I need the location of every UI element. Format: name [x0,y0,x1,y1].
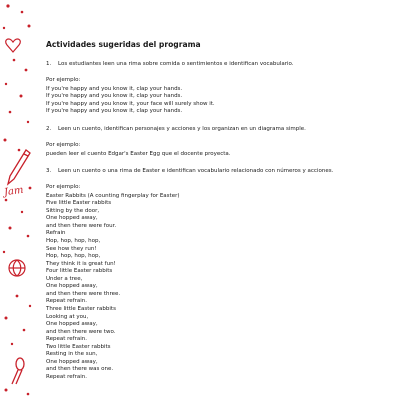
poem-line: Hop, hop, hop, hop, [46,238,101,245]
poem-line: Repeat refrain. [46,373,87,380]
poem-line: Easter Rabbits (A counting fingerplay for Easter) [46,192,180,199]
poem-line: Sitting by the door, [46,207,100,214]
poem-line: One hopped away, [46,215,98,222]
activity-number: 2. [46,125,52,132]
poem-line: Repeat refrain. [46,336,87,343]
poem-line: and then there were three. [46,290,121,297]
red-dots [3,4,32,395]
poem-line: Three little Easter rabbits [46,305,116,312]
document-body [46,40,384,390]
poem-line: Hop, hop, hop, hop, [46,253,101,260]
example-line: pueden leer el cuento Edgar's Easter Egg que el docente proyecta. [46,150,231,157]
poem-line: Under a tree, [46,275,83,282]
poem-line: and then there were four. [46,222,117,229]
activity-number: 3. [46,168,52,175]
page-title: Actividades sugeridas del programa [46,40,201,49]
poem-line: and then there were two. [46,328,116,335]
activity-text: Leen un cuento, identifican personajes y acciones y los organizan en un diagrama simple. [58,125,306,132]
example-3-poem [46,184,384,381]
poem-line: Four little Easter rabbits [46,268,113,275]
activity-number: 1. [46,61,52,67]
poem-line: Repeat refrain. [46,298,87,305]
example-label: Por ejemplo: [46,141,81,148]
example-label: Por ejemplo: [46,184,81,191]
activity-text: Los estudiantes leen una rima sobre comida o sentimientos e identifican vocabulario. [58,61,294,67]
poem-line: See how they run! [46,245,97,252]
heart-icon [6,39,21,52]
poem-line: Five little Easter rabbits [46,200,112,207]
jam-doodle-text: Jam [3,184,25,199]
microphone-icon [12,358,24,384]
globe-icon [9,260,25,276]
example-line: If you're happy and you know it, your face will surely show it. [46,100,215,107]
poem-line: and then there was one. [46,366,114,373]
activity-2 [46,125,384,133]
poem-line: Two little Easter rabbits [46,343,111,350]
example-label: Por ejemplo: [46,77,81,83]
poem-line: Resting in the sun, [46,351,98,358]
pencil-icon [8,150,30,184]
poem-line: They think it is great fun! [46,260,116,267]
margin-doodles [0,0,38,400]
poem-line: Refrain [46,230,66,237]
margin-decoration [0,0,38,400]
example-2 [46,142,384,158]
poem-line: One hopped away, [46,321,98,328]
poem-line: One hopped away, [46,358,98,365]
example-line: If you're happy and you know it, clap your hands. [46,93,183,100]
example-1 [46,77,384,116]
poem-line: One hopped away, [46,283,98,290]
example-line: If you're happy and you know it, clap your hands. [46,108,183,115]
poem-line: Looking at you, [46,313,89,320]
activity-1 [46,60,384,68]
example-line: If you're happy and you know it, clap your hands. [46,85,183,92]
activity-3 [46,167,384,175]
activity-text: Leen un cuento o una rima de Easter e identifican vocabulario relacionado con números y acciones. [58,168,334,175]
